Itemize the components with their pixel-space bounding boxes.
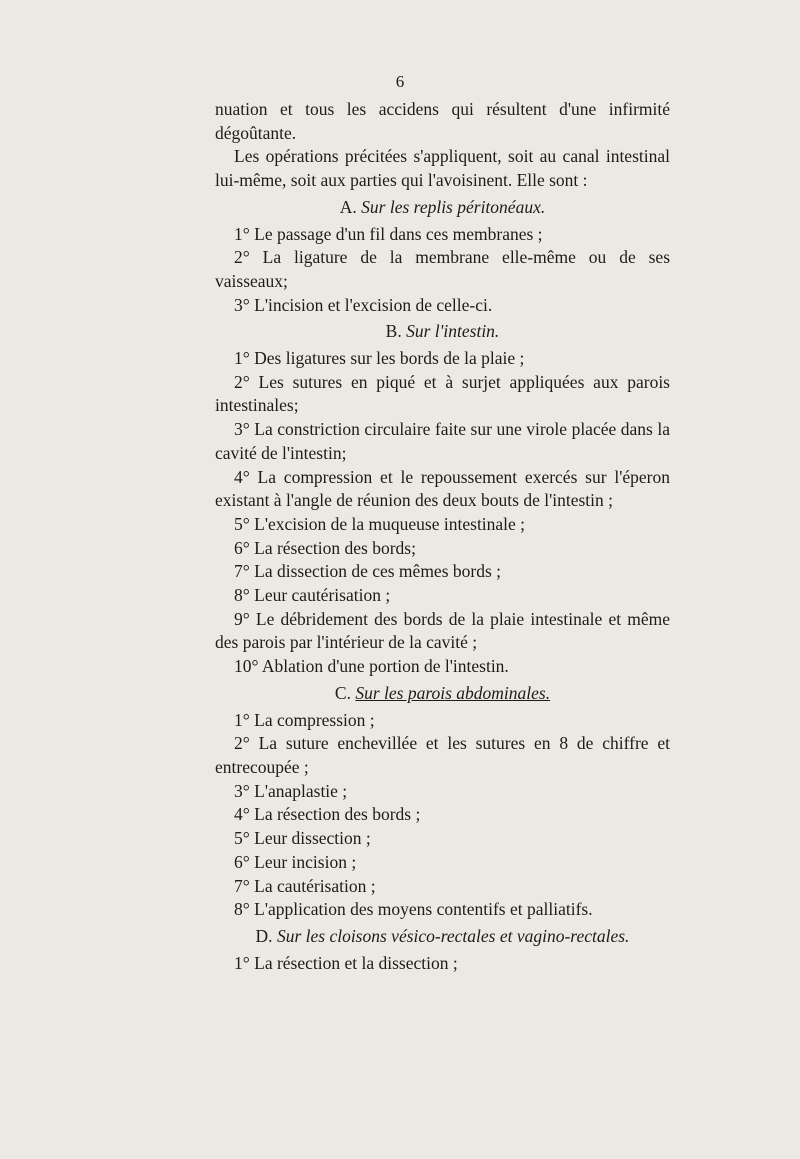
list-item: 8° Leur cautérisation ; xyxy=(234,585,391,606)
list-item: 9° Le débridement des bords de la plaie intestinale et même des parois par l'intérieur de la cavité ; xyxy=(215,608,670,653)
list-item: 7° La cautérisation ; xyxy=(234,875,376,896)
page-number: 6 xyxy=(395,72,405,91)
list-item: 5° Leur dissection ; xyxy=(234,828,371,849)
body-text xyxy=(215,98,670,975)
section-letter: D. xyxy=(255,925,273,946)
lead-paragraph: Les opérations précitées s'appliquent, soit au canal intestinal lui-même, soit aux parties qui l'avoisinent. Elle sont : xyxy=(215,146,670,191)
list-item: 7° La dissection de ces mêmes bords ; xyxy=(234,561,502,582)
list-item: 3° L'anaplastie ; xyxy=(234,780,348,801)
section-letter: B. xyxy=(385,321,402,342)
list-item: 1° La résection et la dissection ; xyxy=(234,952,458,973)
list-item: 2° La ligature de la membrane elle-même ou de ses vaisseaux; xyxy=(215,247,670,291)
section-heading-b xyxy=(215,320,670,344)
list-item: 2° La suture enchevillée et les sutures en 8 de chiffre et entrecoupée ; xyxy=(215,733,670,777)
list-item: 1° Le passage d'un fil dans ces membranes ; xyxy=(234,223,543,244)
section-title: Sur les replis péritonéaux. xyxy=(361,196,546,217)
list-item: 8° L'application des moyens contentifs et palliatifs. xyxy=(234,899,593,920)
section-letter: C. xyxy=(334,682,351,703)
section-title: Sur les cloisons vésico-rectales et vagino-rectales. xyxy=(276,925,630,946)
section-heading-c xyxy=(215,682,670,706)
section-title: Sur l'intestin. xyxy=(406,321,500,342)
list-item: 4° La résection des bords ; xyxy=(234,804,421,825)
list-item: 5° L'excision de la muqueuse intestinale ; xyxy=(234,513,526,534)
list-item: 3° La constriction circulaire faite sur une virole placée dans la cavité de l'intestin; xyxy=(215,419,670,463)
section-letter: A. xyxy=(339,196,357,217)
list-item: 6° La résection des bords; xyxy=(234,537,416,558)
section-title: Sur les parois abdominales. xyxy=(355,682,551,703)
continuation-paragraph: nuation et tous les accidens qui résultent d'une infirmité dégoûtante. xyxy=(215,99,670,143)
list-item: 6° Leur incision ; xyxy=(234,851,357,872)
list-item: 2° Les sutures en piqué et à surjet appliquées aux parois intestinales; xyxy=(215,371,670,416)
section-heading-a xyxy=(215,196,670,220)
list-item: 4° La compression et le repoussement exercés sur l'éperon existant à l'angle de réunion des deux bouts de l'intestin ; xyxy=(215,466,670,511)
list-item: 3° L'incision et l'excision de celle-ci. xyxy=(234,294,493,315)
section-heading-d xyxy=(215,925,670,949)
list-item: 10° Ablation d'une portion de l'intestin. xyxy=(234,656,509,677)
list-item: 1° Des ligatures sur les bords de la plaie ; xyxy=(234,348,525,369)
list-item: 1° La compression ; xyxy=(234,709,375,730)
